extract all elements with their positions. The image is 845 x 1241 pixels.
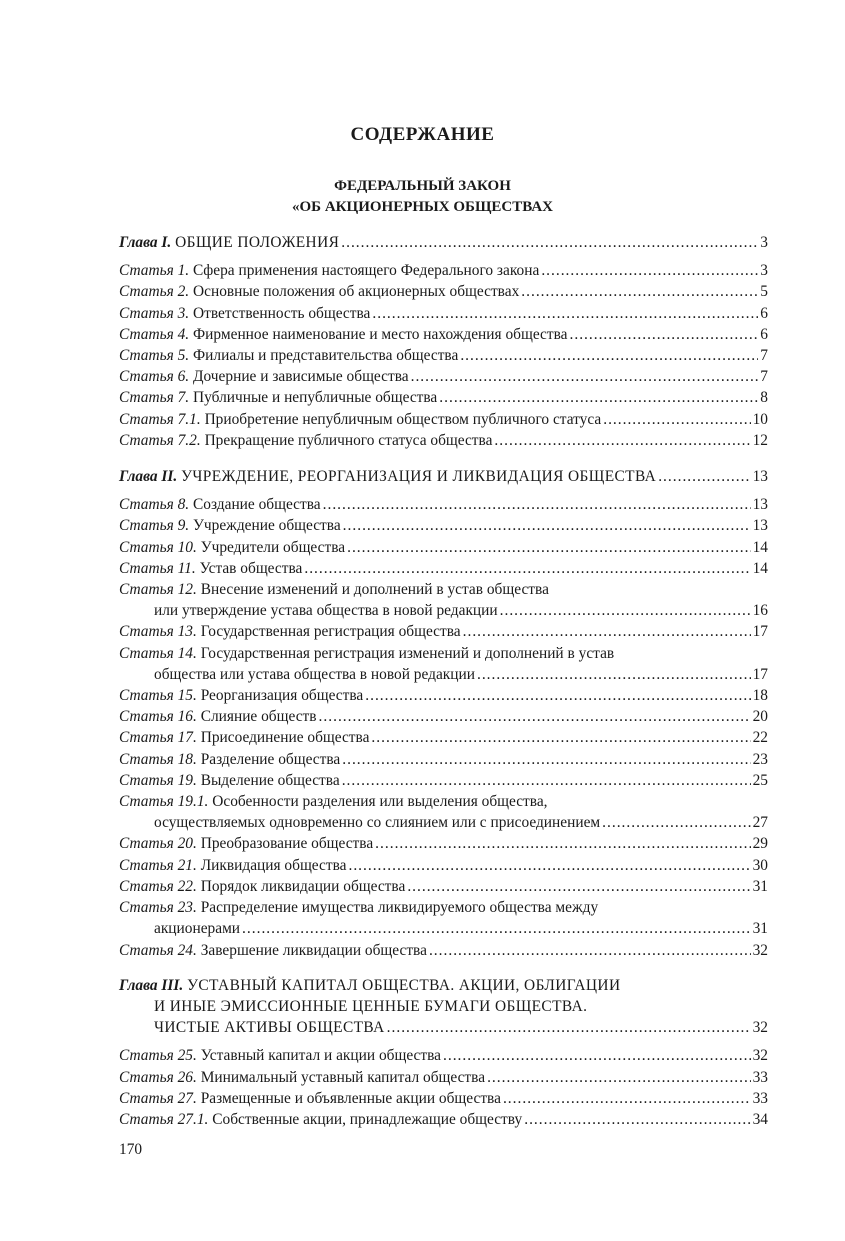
toc-article[interactable] [119,494,768,515]
article-title: Особенности разделения или выделения общества, [212,793,548,811]
dot-leader [602,812,750,833]
dot-leader [348,855,750,876]
dot-leader [304,558,750,579]
page-ref: 29 [752,835,768,853]
dot-leader [503,1088,751,1109]
toc-article[interactable] [119,685,768,706]
dot-leader [500,600,751,621]
article-label: Статья 7.2. [119,431,201,449]
toc-article[interactable] [119,366,768,387]
article-label: Статья 16. [119,708,197,726]
page-ref: 18 [752,687,768,705]
article-title: Государственная регистрация изменений и дополнений в устав [200,644,615,662]
toc-chapter-2[interactable] [119,466,768,487]
article-title: Распределение имущества ликвидируемого общества между [200,899,599,917]
article-title: Разделение общества [200,750,341,768]
article-label: Статья 22. [119,877,197,895]
chapter-label: Глава I. [119,234,172,251]
dot-leader [439,387,758,408]
page-ref: 8 [760,389,768,407]
article-title: Приобретение непубличным обществом публичного статуса [204,410,602,428]
dot-leader [242,918,751,939]
toc-article[interactable] [119,1088,768,1109]
page-ref: 17 [752,665,768,683]
article-label: Статья 12. [119,581,197,599]
article-title: Выделение общества [200,771,340,789]
toc-article[interactable] [119,515,768,536]
dot-leader [343,515,751,536]
article-title: Учредители общества [200,538,346,556]
toc-article[interactable] [119,855,768,876]
page-ref: 20 [752,708,768,726]
page-ref: 7 [760,368,768,386]
page-ref: 32 [752,1019,768,1037]
article-title: Завершение ликвидации общества [200,941,427,959]
page-ref: 22 [752,729,768,747]
article-label: Статья 9. [119,517,190,535]
chapter-title: ОБЩИЕ ПОЛОЖЕНИЯ [175,234,340,251]
toc-article[interactable] [119,833,768,854]
article-label: Статья 7.1. [119,410,201,428]
toc-chapter-1[interactable] [119,232,768,253]
article-title: Публичные и непубличные общества [193,389,438,407]
dot-leader [460,345,758,366]
toc-article[interactable] [119,345,768,366]
toc-article-multiline[interactable] [119,897,768,939]
toc-article[interactable] [119,537,768,558]
article-label: Статья 13. [119,623,197,641]
page-ref: 27 [752,814,768,832]
article-title: Размещенные и объявленные акции общества [200,1089,501,1107]
toc-article[interactable] [119,260,768,281]
chapter-label: Глава II. [119,468,178,486]
article-label: Статья 21. [119,856,197,874]
page-title: СОДЕРЖАНИЕ [350,124,495,145]
article-title: Основные положения об акционерных обществах [193,283,520,301]
page-ref: 14 [752,538,768,556]
dot-leader [463,621,751,642]
toc-article[interactable] [119,940,768,961]
article-title: Ответственность общества [193,304,371,322]
dot-leader [375,833,750,854]
page-ref: 23 [752,750,768,768]
page-ref: 3 [760,234,768,251]
toc-article[interactable] [119,1109,768,1130]
article-label: Статья 10. [119,538,197,556]
article-label: Статья 14. [119,644,197,662]
article-label: Статья 11. [119,559,196,577]
chapter-label: Глава III. [119,976,184,994]
page-number: 170 [119,1141,143,1158]
toc-article[interactable] [119,1067,768,1088]
page-ref: 3 [760,262,768,280]
dot-leader [323,494,751,515]
article-title: Государственная регистрация общества [200,623,461,641]
article-title: Порядок ликвидации общества [200,877,406,895]
toc-article[interactable] [119,430,768,451]
toc-article[interactable] [119,303,768,324]
dot-leader [347,537,751,558]
toc-chapter-3[interactable] [119,975,768,1039]
article-title: Внесение изменений и дополнений в устав общества [200,581,549,599]
article-label: Статья 5. [119,347,190,365]
article-title-continued: общества или устава общества в новой редакции [154,665,475,683]
page-ref: 32 [752,1047,768,1065]
toc-article[interactable] [119,558,768,579]
article-label: Статья 1. [119,262,190,280]
article-label: Статья 26. [119,1068,197,1086]
toc-article[interactable] [119,749,768,770]
dot-leader [372,303,758,324]
article-label: Статья 15. [119,687,197,705]
chapter-title-continued: ЧИСТЫЕ АКТИВЫ ОБЩЕСТВА [154,1019,385,1037]
page-ref: 13 [752,496,768,514]
article-label: Статья 23. [119,899,197,917]
dot-leader [477,664,751,685]
chapter-2-articles [119,494,768,960]
page-ref: 14 [752,559,768,577]
article-title-continued: акционерами [154,920,241,938]
page-ref: 33 [752,1068,768,1086]
article-label: Статья 6. [119,368,190,386]
dot-leader [494,430,750,451]
page-ref: 33 [752,1089,768,1107]
dot-leader [341,232,758,253]
article-label: Статья 19. [119,771,197,789]
page-ref: 5 [760,283,768,301]
page-ref: 34 [752,1110,768,1128]
dot-leader [603,409,750,430]
article-label: Статья 2. [119,283,190,301]
article-title-continued: или утверждение устава общества в новой редакции [154,602,498,620]
article-title: Филиалы и представительства общества [193,347,459,365]
toc-article[interactable] [119,727,768,748]
dot-leader [487,1067,751,1088]
page-ref: 30 [752,856,768,874]
toc-article[interactable] [119,387,768,408]
page-ref: 10 [752,410,768,428]
toc-article-multiline[interactable] [119,791,768,833]
page-ref: 25 [752,771,768,789]
chapter-title: УЧРЕЖДЕНИЕ, РЕОРГАНИЗАЦИЯ И ЛИКВИДАЦИЯ ОБЩЕСТВА [181,468,657,486]
dot-leader [319,706,751,727]
article-title: Преобразование общества [200,835,374,853]
article-label: Статья 7. [119,389,190,407]
article-title: Реорганизация общества [200,687,364,705]
dot-leader [371,727,750,748]
page-ref: 31 [752,877,768,895]
article-title: Присоединение общества [200,729,370,747]
article-title: Прекращение публичного статуса общества [204,431,493,449]
article-label: Статья 3. [119,304,190,322]
dot-leader [365,685,750,706]
toc-article[interactable] [119,409,768,430]
article-label: Статья 4. [119,325,190,343]
dot-leader [524,1109,750,1130]
dot-leader [342,749,750,770]
page-ref: 13 [752,468,768,486]
article-label: Статья 8. [119,496,190,514]
article-label: Статья 27. [119,1089,197,1107]
dot-leader [342,770,751,791]
article-title: Слияние обществ [200,708,317,726]
article-title: Уставный капитал и акции общества [200,1047,442,1065]
toc-article[interactable] [119,706,768,727]
toc-article[interactable] [119,281,768,302]
dot-leader [541,260,758,281]
article-label: Статья 25. [119,1047,197,1065]
chapter-3-articles [119,1045,768,1130]
dot-leader [411,366,759,387]
page-ref: 6 [760,325,768,343]
toc-article[interactable] [119,621,768,642]
table-of-contents [119,232,768,1130]
law-title [0,176,845,218]
article-label: Статья 19.1. [119,793,209,811]
article-title: Учреждение общества [193,517,341,535]
article-title: Собственные акции, принадлежащие обществу [212,1110,523,1128]
article-label: Статья 18. [119,750,197,768]
toc-article[interactable] [119,1045,768,1066]
dot-leader [570,324,759,345]
law-title-line1: ФЕДЕРАЛЬНЫЙ ЗАКОН [334,178,511,194]
chapter-title: УСТАВНЫЙ КАПИТАЛ ОБЩЕСТВА. АКЦИИ, ОБЛИГАЦИИ [187,976,621,994]
toc-article[interactable] [119,876,768,897]
toc-article-multiline[interactable] [119,579,768,621]
chapter-1-articles [119,260,768,451]
dot-leader [407,876,750,897]
article-title: Дочерние и зависимые общества [193,368,409,386]
article-title: Сфера применения настоящего Федерального закона [193,262,540,280]
chapter-title-continued: И ИНЫЕ ЭМИССИОННЫЕ ЦЕННЫЕ БУМАГИ ОБЩЕСТВА. [154,997,588,1015]
article-label: Статья 17. [119,729,197,747]
page-ref: 31 [752,920,768,938]
article-label: Статья 27.1. [119,1110,209,1128]
toc-article[interactable] [119,324,768,345]
article-title: Ликвидация общества [200,856,347,874]
article-title: Создание общества [193,496,321,514]
dot-leader [658,466,750,487]
article-label: Статья 20. [119,835,197,853]
dot-leader [387,1017,751,1038]
page-ref: 16 [752,602,768,620]
toc-article-multiline[interactable] [119,643,768,685]
article-label: Статья 24. [119,941,197,959]
page-ref: 17 [752,623,768,641]
article-title: Фирменное наименование и место нахождения общества [193,325,568,343]
dot-leader [429,940,751,961]
page-ref: 6 [760,304,768,322]
dot-leader [443,1045,751,1066]
page-ref: 32 [752,941,768,959]
toc-article[interactable] [119,770,768,791]
article-title-continued: осуществляемых одновременно со слиянием или с присоединением [154,814,601,832]
page-ref: 7 [760,347,768,365]
article-title: Устав общества [199,559,303,577]
page-ref: 13 [752,517,768,535]
article-title: Минимальный уставный капитал общества [200,1068,486,1086]
dot-leader [521,281,758,302]
page-ref: 12 [752,431,768,449]
law-title-line2: «ОБ АКЦИОНЕРНЫХ ОБЩЕСТВАХ [292,199,553,215]
